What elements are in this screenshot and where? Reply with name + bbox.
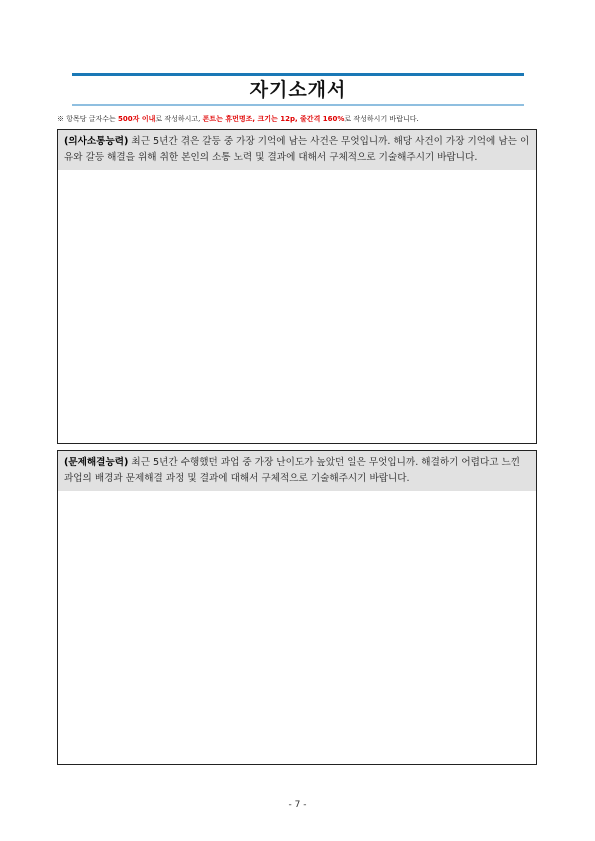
question-label: (문제해결능력) xyxy=(64,457,129,468)
page-number: - 7 - xyxy=(288,800,307,810)
title-bottom-rule xyxy=(72,104,524,106)
title-top-rule xyxy=(72,73,524,76)
question-label: (의사소통능력) xyxy=(64,136,129,147)
note-char-limit: 500자 이내 xyxy=(118,115,156,123)
note-text-1: 항목당 글자수는 xyxy=(64,115,119,123)
instruction-note xyxy=(57,114,547,124)
note-text-3: 로 작성하시기 바랍니다. xyxy=(344,115,419,123)
question-prompt xyxy=(58,451,536,491)
question-text: 최근 5년간 겪은 갈등 중 가장 기억에 남는 사건은 무엇입니까. 해당 사건이 가장 기억에 남는 이유와 갈등 해결을 위해 취한 본인의 소통 노력 및 결과에 대해서 구체적으로 기술해주시기 바랍니다. xyxy=(64,136,530,163)
question-box-communication xyxy=(57,129,537,444)
page-title: 자기소개서 xyxy=(249,79,347,101)
note-bullet: ※ xyxy=(57,115,64,123)
question-box-problem-solving xyxy=(57,450,537,765)
answer-area[interactable] xyxy=(58,491,536,804)
note-font-rule: 폰트는 휴먼명조, 크기는 12p, 줄간격 160% xyxy=(202,115,345,123)
note-text-2: 로 작성하시고, xyxy=(155,115,203,123)
question-prompt xyxy=(58,130,536,170)
answer-area[interactable] xyxy=(58,170,536,483)
question-text: 최근 5년간 수행했던 과업 중 가장 난이도가 높았던 일은 무엇입니까. 해결하기 어렵다고 느낀 과업의 배경과 문제해결 과정 및 결과에 대해서 구체적으로 기술해주시기 바랍니다. xyxy=(64,457,521,484)
